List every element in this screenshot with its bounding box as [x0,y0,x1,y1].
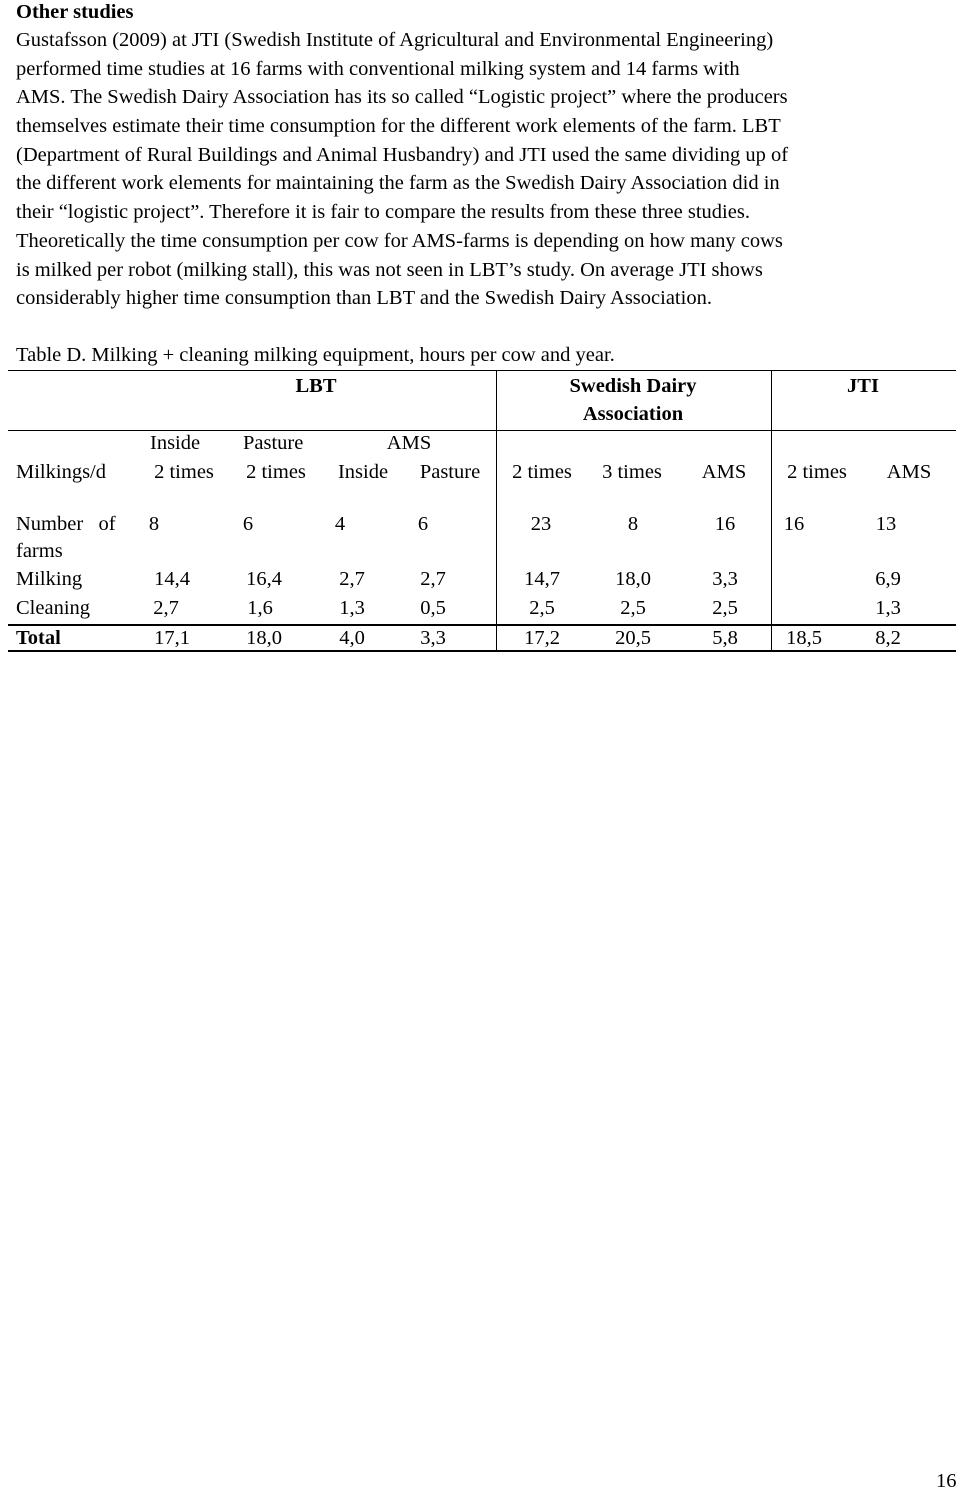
paragraph-line: is milked per robot (milking stall), this was not seen in LBT’s study. On average JTI shows [16,258,763,281]
table-cell: 1,3 [339,597,365,619]
table-cell: 17,2 [524,627,560,649]
section-heading: Other studies [16,1,134,23]
column-header: Pasture [419,461,481,483]
paragraph-line: Gustafsson (2009) at JTI (Swedish Institute of Agricultural and Environmental Engineering) [16,29,774,51]
table-cell: 2,7 [420,568,446,590]
column-header: AMS [886,461,932,483]
paragraph-line: Theoretically the time consumption per cow for AMS-farms is depending on how many cows [16,229,783,252]
table-cell: 17,1 [154,627,190,649]
paragraph-line: performed time studies at 16 farms with conventional milking system and 14 farms with [16,57,740,80]
table-cell: 4,0 [339,627,365,649]
milkings-label: Milkings/d [16,461,106,483]
paragraph-line: (Department of Rural Buildings and Animal Husbandry) and JTI used the same dividing up of [16,143,789,166]
total-label: Total [16,627,61,649]
table-cell: 16 [714,513,736,535]
table-cell: 1,3 [875,597,901,619]
group-jti: JTI [847,375,879,397]
table-cell: 6 [417,513,429,535]
table-top-rule [8,370,956,371]
table-cell: 18,0 [615,568,651,590]
table-cell: 3,3 [712,568,738,590]
table-cell: 18,0 [246,627,282,649]
table-cell: 2,5 [529,597,555,619]
body-paragraph [16,26,960,313]
table-cell: 14,4 [154,568,190,590]
row-label: Milking [16,568,83,590]
table-cell: 18,5 [786,627,822,649]
table-caption: Table D. Milking + cleaning milking equipment, hours per cow and year. [16,344,615,366]
row-label: Cleaning [16,597,91,619]
column-header: 2 times [246,461,306,483]
table-cell: 20,5 [615,627,651,649]
table-cell: 6 [242,513,254,535]
table-cell: 5,8 [712,627,738,649]
table-cell: 2,7 [153,597,179,619]
column-header: AMS [701,461,747,483]
paragraph-line: considerably higher time consumption than LBT and the Swedish Dairy Association. [16,287,712,310]
table-cell: 14,7 [524,568,560,590]
table-cell: 0,5 [420,597,446,619]
column-header: 2 times [512,461,572,483]
group-sda-line1: Swedish Dairy [569,375,697,397]
paragraph-line: the different work elements for maintaining the farm as the Swedish Dairy Association did in [16,172,780,195]
subgroup-pasture: Pasture [243,432,304,454]
subgroup-inside: Inside [150,432,201,454]
table-cell: 8 [148,513,160,535]
table-cell: 2,5 [712,597,738,619]
table-cell: 23 [530,513,552,535]
table-cell: 16,4 [246,568,282,590]
farms-label-line1: Number of [16,513,116,535]
table-cell: 6,9 [875,568,901,590]
table-cell: 1,6 [247,597,273,619]
total-bottom-rule [8,650,956,652]
table-cell: 8 [627,513,639,535]
table-cell: 2,7 [339,568,365,590]
table-cell: 4 [334,513,346,535]
farms-label-line2: farms [16,540,63,562]
column-header: 3 times [602,461,662,483]
table-cell: 3,3 [420,627,446,649]
paragraph-line: their “logistic project”. Therefore it is fair to compare the results from these three studies. [16,201,750,224]
table-cell: 16 [783,513,805,535]
table-cell: 8,2 [875,627,901,649]
paragraph-line: AMS. The Swedish Dairy Association has its so called “Logistic project” where the producers [16,86,788,109]
table-cell: 13 [875,513,897,535]
table-cell: 2,5 [620,597,646,619]
paragraph-line: themselves estimate their time consumption for the different work elements of the farm. LBT [16,115,781,138]
group-sda-line2: Association [582,403,684,425]
table-divider [771,370,772,652]
column-header: 2 times [787,461,847,483]
column-header: 2 times [154,461,214,483]
subgroup-ams: AMS [386,432,432,454]
group-lbt: LBT [295,375,337,397]
table-divider [496,370,497,652]
page-number: 16 [936,1470,957,1492]
column-header: Inside [337,461,389,483]
